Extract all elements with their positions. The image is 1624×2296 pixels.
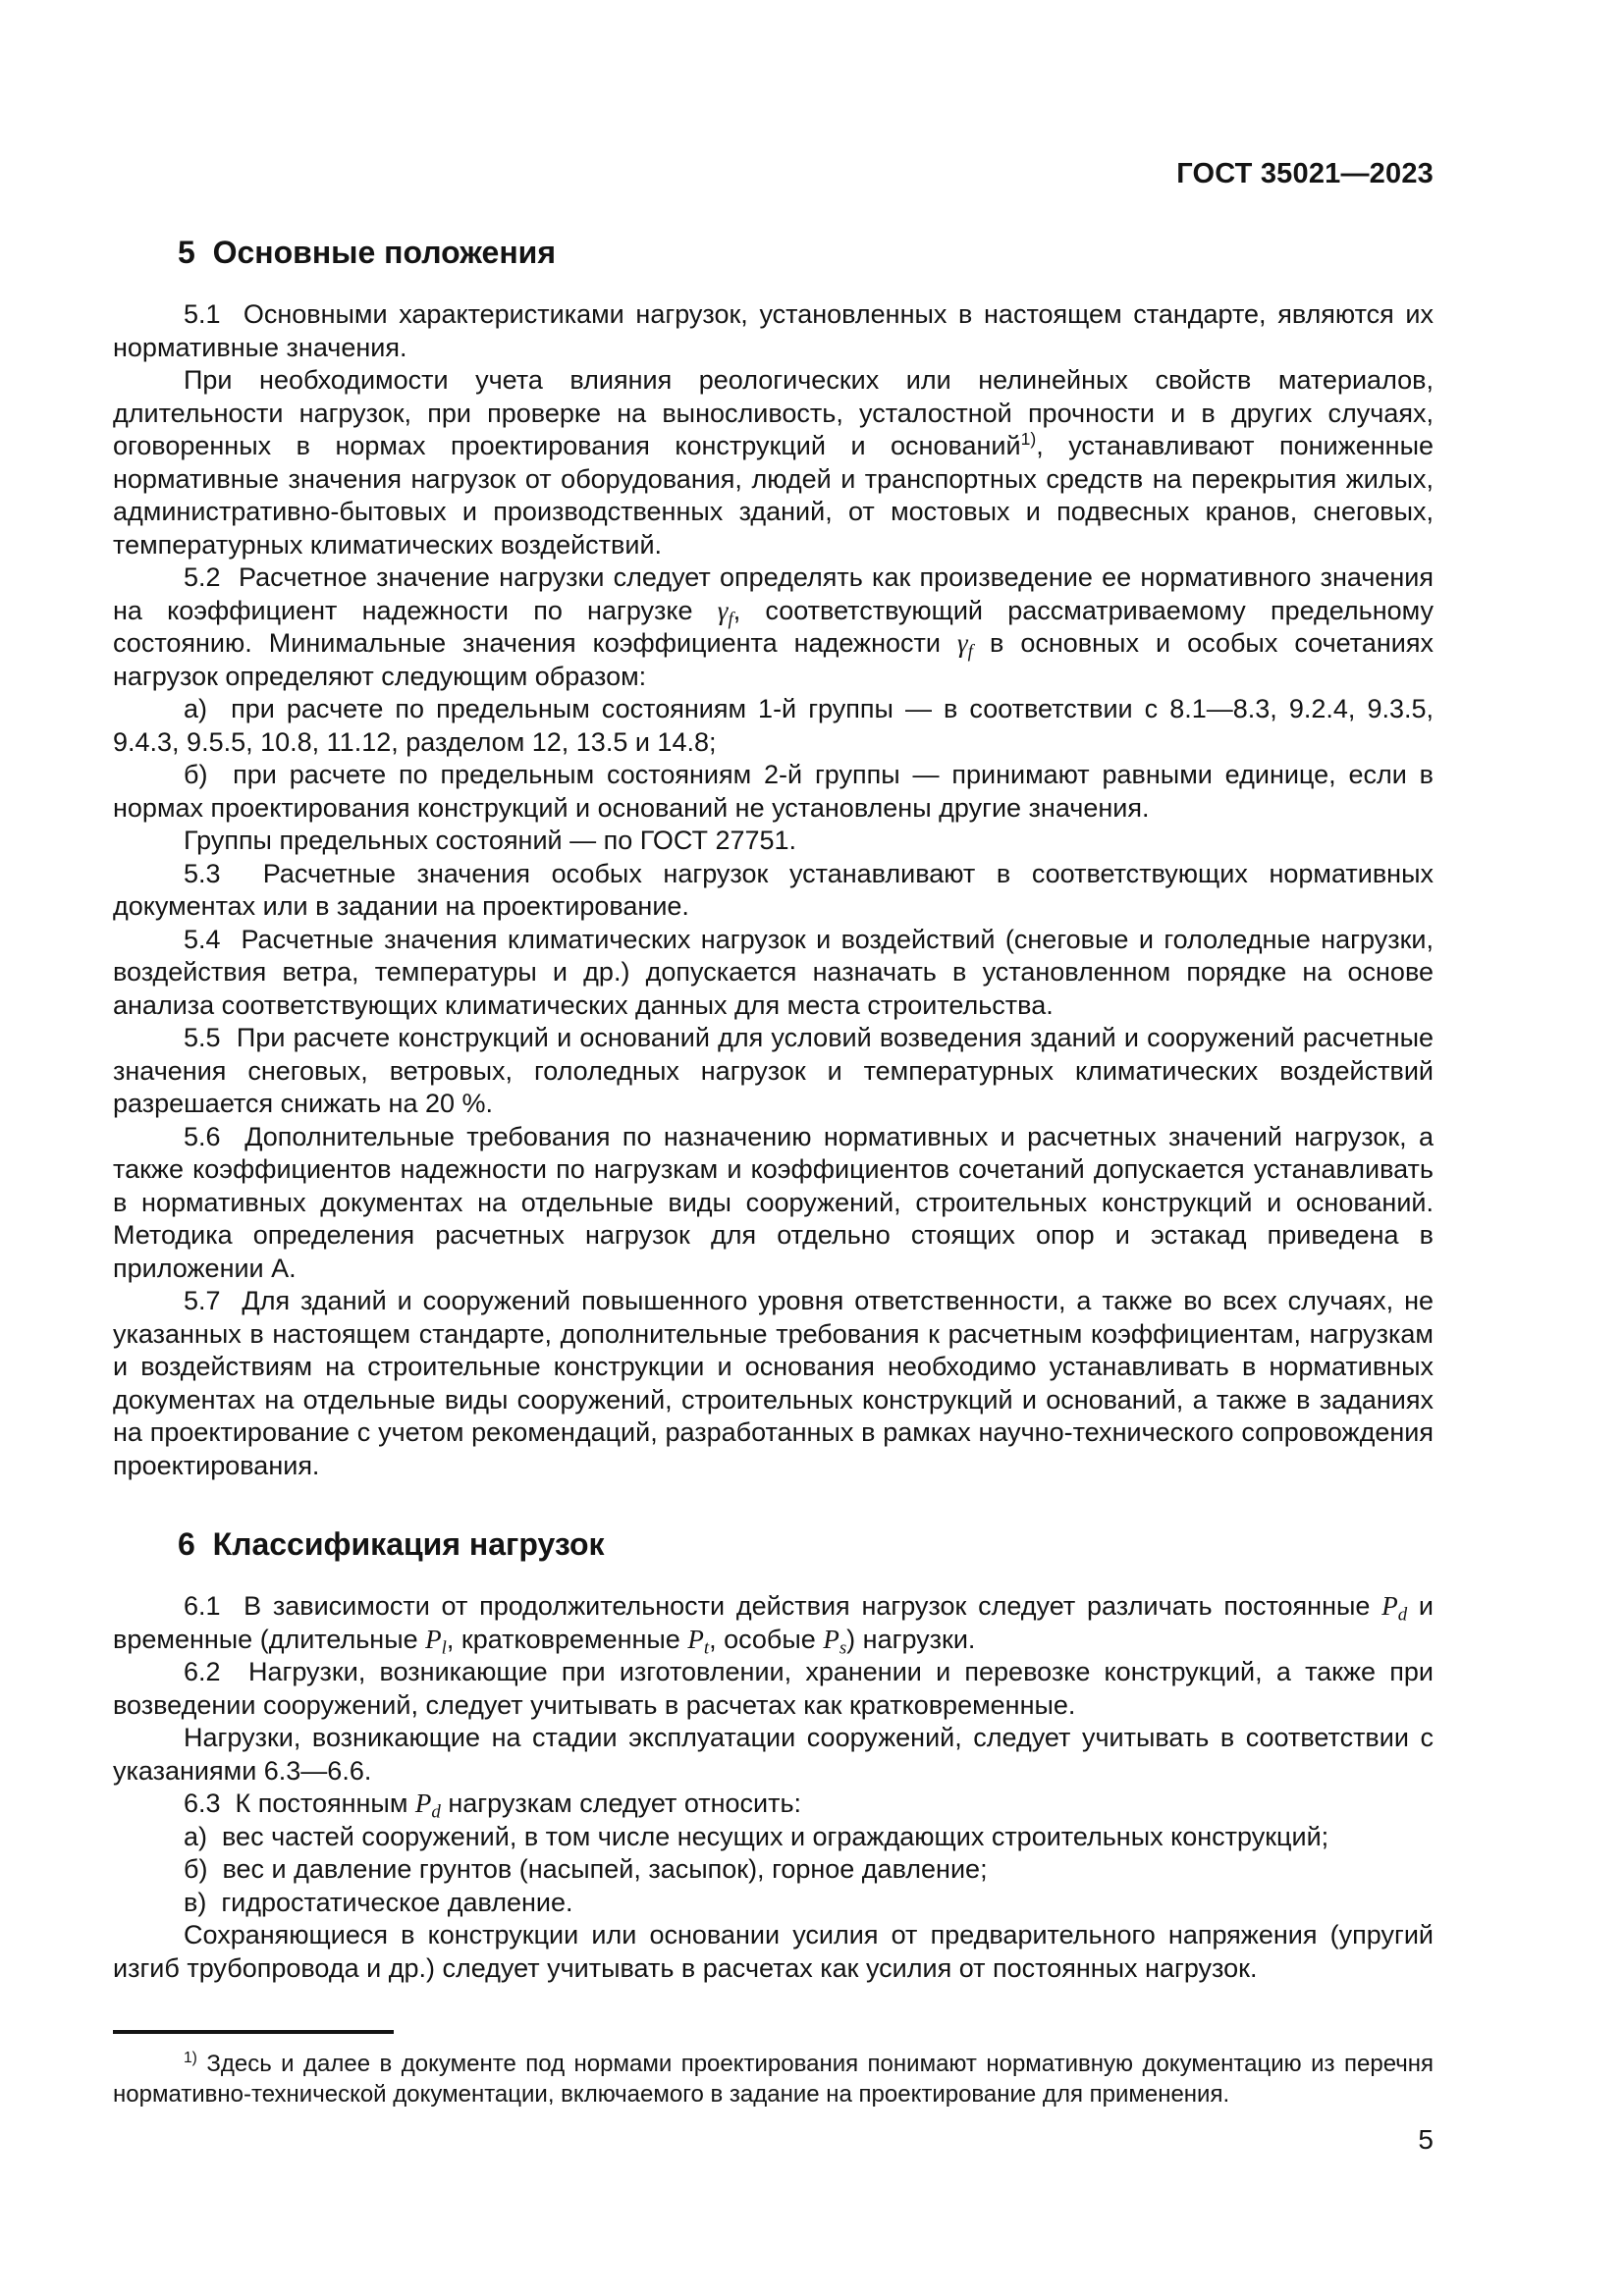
text-run: Здесь и далее в документе под нормами проектирования понимают нормативную документацию из перечня нормативно-технической документации, включаемого в задание на проектирование для применения. xyxy=(113,2051,1434,2108)
text-run: 6.2 Нагрузки, возникающие при изготовлении, хранении и перевозке конструкций, а также при возведении сооружений, следует учитывать в расчетах как кратковременные. xyxy=(113,1657,1434,1720)
text-run: 5.4 Расчетные значения климатических нагрузок и воздействий (снеговые и гололедные нагрузки, воздействия ветра, температуры и др.) допускается назначать в установленном порядке на основе анализа соответствующих климатических данных для места строительства. xyxy=(113,924,1434,1020)
math-subscript: l xyxy=(441,1636,447,1658)
text-run: , особые xyxy=(709,1624,824,1654)
paragraph xyxy=(113,298,1434,364)
text-run: Группы предельных состояний — по ГОСТ 27751. xyxy=(184,826,797,855)
paragraph xyxy=(113,1887,1434,1920)
math-subscript: d xyxy=(431,1801,441,1823)
math-symbol: γ xyxy=(717,595,729,625)
document-code-header: ГОСТ 35021—2023 xyxy=(1176,158,1434,189)
text-run: 5.1 Основными характеристиками нагрузок, установленных в настоящем стандарте, являются их нормативные значения. xyxy=(113,299,1434,362)
text-run: 6 Классификация нагрузок xyxy=(178,1526,605,1562)
text-run: , устанавливают пониженные нормативные значения нагрузок от оборудования, людей и транспортных средств на перекрытия жилых, административно-бытовых и производственных зданий, от мостовых и подвесных кранов, снеговых, температурных климатических воздействий. xyxy=(113,431,1434,560)
text-run: 5.2 Расчетное значение нагрузки следует определять как произведение ее нормативного значения на коэффициент надежности по нагрузке xyxy=(113,562,1434,625)
math-subscript: f xyxy=(728,608,733,629)
math-symbol: γ xyxy=(957,628,968,658)
paragraph xyxy=(113,364,1434,561)
text-run: Нагрузки, возникающие на стадии эксплуатации сооружений, следует учитывать в соответствии с указаниями 6.3—6.6. xyxy=(113,1723,1434,1786)
paragraph xyxy=(113,561,1434,693)
superscript-ref: 1) xyxy=(1020,429,1037,449)
math-subscript: t xyxy=(703,1636,710,1658)
math-symbol: P xyxy=(687,1624,704,1654)
text-run: 5.3 Расчетные значения особых нагрузок устанавливают в соответствующих нормативных документах или в задании на проектирование. xyxy=(113,858,1434,921)
text-run: Сохраняющиеся в конструкции или основании усилия от предварительного напряжения (упругий изгиб трубопровода и др.) следует учитывать в расчетах как усилия от постоянных нагрузок. xyxy=(113,1920,1434,1983)
section-heading xyxy=(113,1525,1434,1563)
superscript-ref: 1) xyxy=(184,2050,197,2066)
text-run: б) вес и давление грунтов (насыпей, засыпок), горное давление; xyxy=(184,1854,988,1884)
page-number: 5 xyxy=(1418,2124,1434,2155)
text-run: а) вес частей сооружений, в том числе несущих и ограждающих строительных конструкций; xyxy=(184,1821,1329,1851)
text-run: б) при расчете по предельным состояниям 2-й группы — принимают равными единице, если в нормах проектирования конструкций и оснований не установлены другие значения. xyxy=(113,760,1434,823)
text-run: 6.1 В зависимости от продолжительности действия нагрузок следует различать постоянные xyxy=(184,1591,1382,1621)
text-run: 5.7 Для зданий и сооружений повышенного уровня ответственности, а также во всех случаях, не указанных в настоящем стандарте, дополнительные требования к расчетным коэффициентам, нагрузкам и воздействиям на строительные конструкции и основания необходимо устанавливать в нормативных документах на отдельные виды сооружений, строительных конструкций и оснований, а также в заданиях на проектирование с учетом рекомендаций, разработанных в рамках научно-технического сопровождения проектирования. xyxy=(113,1286,1434,1480)
paragraph xyxy=(113,1590,1434,1656)
text-run: в основных и особых сочетаниях нагрузок определяют следующим образом: xyxy=(113,628,1434,691)
footnote-text xyxy=(113,2050,1434,2109)
math-symbol: P xyxy=(823,1624,839,1654)
paragraph xyxy=(113,1121,1434,1286)
paragraph xyxy=(113,1919,1434,1985)
math-symbol: P xyxy=(1381,1591,1398,1621)
text-run: 6.3 К постоянным xyxy=(184,1789,415,1818)
document-body xyxy=(113,234,1434,1985)
paragraph xyxy=(113,858,1434,924)
paragraph xyxy=(113,1022,1434,1121)
text-run: ) нагрузки. xyxy=(846,1624,976,1654)
math-subscript: s xyxy=(839,1636,847,1658)
text-run: При необходимости учета влияния реологических или нелинейных свойств материалов, длительности нагрузок, при проверке на выносливость, усталостной прочности и в других случаях, оговоренных в нормах проектирования конструкций и оснований xyxy=(113,365,1434,460)
paragraph xyxy=(113,825,1434,858)
paragraph xyxy=(113,1853,1434,1887)
text-run: 5 Основные положения xyxy=(178,235,556,270)
text-run: , соответствующий рассматриваемому предельному состоянию. Минимальные значения коэффициента надежности xyxy=(113,595,1434,658)
math-symbol: P xyxy=(425,1624,442,1654)
paragraph xyxy=(113,924,1434,1023)
text-run: , кратковременные xyxy=(446,1624,688,1654)
math-subscript: f xyxy=(967,641,973,663)
paragraph xyxy=(113,1285,1434,1482)
text-run: в) гидростатическое давление. xyxy=(184,1887,573,1917)
paragraph xyxy=(113,1656,1434,1722)
content-column xyxy=(113,157,1434,2156)
paragraph xyxy=(113,1821,1434,1854)
math-subscript: d xyxy=(1397,1604,1408,1626)
math-symbol: P xyxy=(414,1789,432,1818)
text-run: нагрузкам следует относить: xyxy=(440,1789,802,1818)
footnote-separator xyxy=(113,2030,394,2034)
section-heading xyxy=(113,234,1434,271)
paragraph xyxy=(113,1788,1434,1821)
text-run: 5.6 Дополнительные требования по назначению нормативных и расчетных значений нагрузок, а также коэффициентов надежности по нагрузкам и коэффициентов сочетаний допускается устанавливать в нормативных документах на отдельные виды сооружений, строительных конструкций и оснований. Методика определения расчетных нагрузок для отдельно стоящих опор и эстакад приведена в приложении А. xyxy=(113,1121,1434,1283)
text-run: и временные (длительные xyxy=(113,1591,1434,1654)
paragraph xyxy=(113,693,1434,759)
paragraph xyxy=(113,1722,1434,1788)
text-run: а) при расчете по предельным состояниям 1-й группы — в соответствии с 8.1—8.3, 9.2.4, 9.3.5, 9.4.3, 9.5.5, 10.8, 11.12, разделом 12, 13.5 и 14.8; xyxy=(113,694,1434,757)
text-run: 5.5 При расчете конструкций и оснований для условий возведения зданий и сооружений расчетные значения снеговых, ветровых, гололедных нагрузок и температурных климатических воздействий разрешается снижать на 20 %. xyxy=(113,1023,1434,1118)
paragraph xyxy=(113,759,1434,825)
